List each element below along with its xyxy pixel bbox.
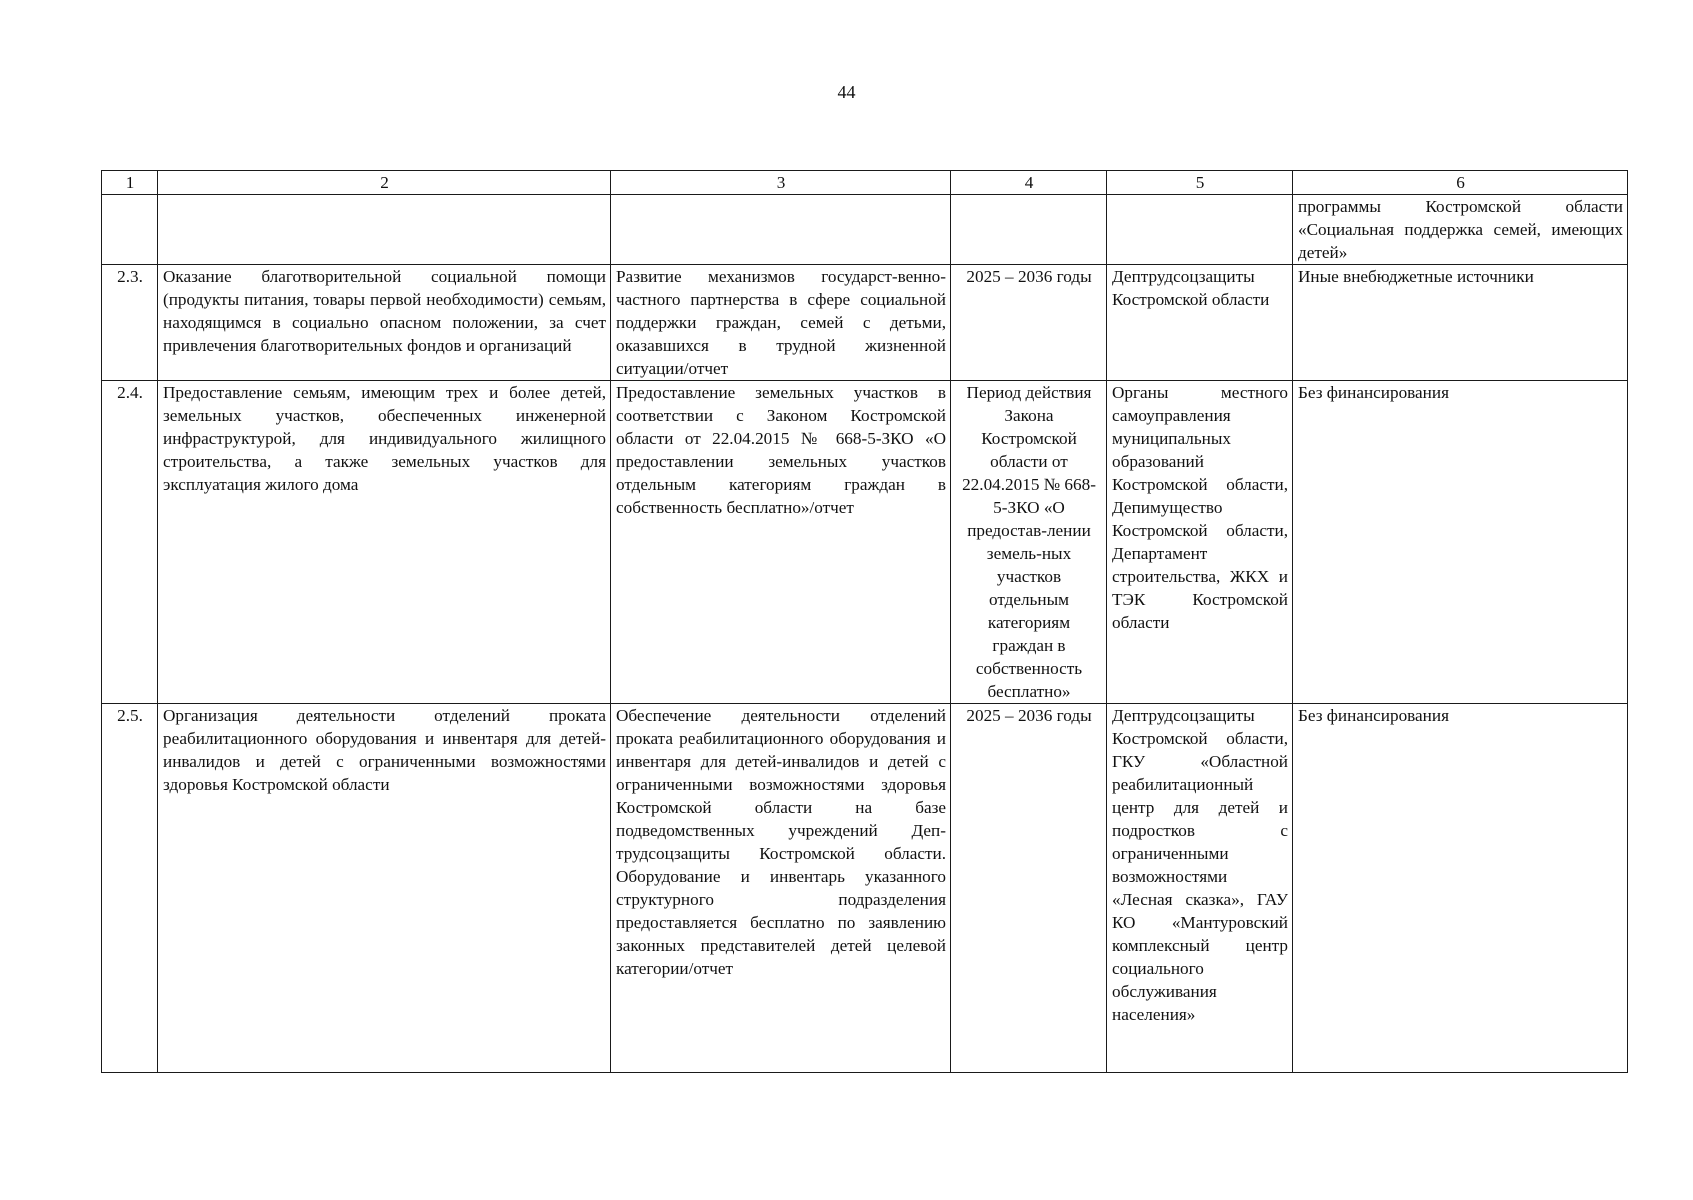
funding-cell-continuation: программы Костромской области «Социальная поддержка семей, имеющих детей» <box>1293 195 1628 265</box>
result-cell: Развитие механизмов государст-венно-частного партнерства в сфере социальной поддержки граждан, семей с детьми, оказавшихся в трудной жизненной ситуации/отчет <box>611 265 951 381</box>
event-cell: Оказание благотворительной социальной помощи (продукты питания, товары первой необходимости) семьям, находящимся в социально опасном положении, за счет привлечения благотворительных фондов и организаций <box>158 265 611 381</box>
executor-cell: Дептрудсоцзащиты Костромской области <box>1107 265 1293 381</box>
column-number-cell: 2 <box>158 171 611 195</box>
column-number-cell: 1 <box>102 171 158 195</box>
event-cell: Организация деятельности отделений проката реабилитационного оборудования и инвентаря для детей-инвалидов и детей с ограниченными возможностями здоровья Костромской области <box>158 704 611 1073</box>
event-cell: Предоставление семьям, имеющим трех и более детей, земельных участков, обеспеченных инженерной инфраструктурой, для индивидуального жилищного строительства, а также земельных участков для эксплуатация жилого дома <box>158 381 611 704</box>
column-number-cell: 4 <box>951 171 1107 195</box>
column-number-row <box>102 171 1628 195</box>
period-cell: 2025 – 2036 годы <box>951 704 1107 1073</box>
result-cell: Предоставление земельных участков в соответствии с Законом Костромской области от 22.04.2015 № 668-5-ЗКО «О предоставлении земельных участков отдельным категориям граждан в собственность бесплатно»/отчет <box>611 381 951 704</box>
measures-table <box>101 170 1628 1073</box>
column-number-cell: 6 <box>1293 171 1628 195</box>
empty-cell <box>1107 195 1293 265</box>
period-cell: Период действия Закона Костромской области от 22.04.2015 № 668-5-ЗКО «О предостав-лении земель-ных участков отдельным категориям граждан в собственность бесплатно» <box>951 381 1107 704</box>
row-number-cell: 2.5. <box>102 704 158 1073</box>
table-row <box>102 381 1628 704</box>
table-row <box>102 265 1628 381</box>
funding-cell: Без финансирования <box>1293 704 1628 1073</box>
result-cell: Обеспечение деятельности отделений проката реабилитационного оборудования и инвентаря для детей-инвалидов и детей с ограниченными возможностями здоровья Костромской области на базе подведомственных учреждений Дептрудсоцзащиты Костромской области. Оборудование и инвентарь указанного структурного подразделения предоставляется бесплатно по заявлению законных представителей детей целевой категории/отчет <box>611 704 951 1073</box>
executor-cell: Органы местного самоуправления муниципальных образований Костромской области, Депимущество Костромской области, Департамент строительства, ЖКХ и ТЭК Костромской области <box>1107 381 1293 704</box>
funding-cell: Иные внебюджетные источники <box>1293 265 1628 381</box>
period-cell: 2025 – 2036 годы <box>951 265 1107 381</box>
row-number-cell: 2.3. <box>102 265 158 381</box>
empty-cell <box>158 195 611 265</box>
empty-cell <box>951 195 1107 265</box>
row-number-cell: 2.4. <box>102 381 158 704</box>
column-number-cell: 3 <box>611 171 951 195</box>
continuation-row <box>102 195 1628 265</box>
table-row <box>102 704 1628 1073</box>
empty-cell <box>611 195 951 265</box>
page-number: 44 <box>837 82 856 102</box>
column-number-cell: 5 <box>1107 171 1293 195</box>
executor-cell: Дептрудсоцзащиты Костромской области, ГКУ «Областной реабилитационный центр для детей и подростков с ограниченными возможностями «Лесная сказка», ГАУ КО «Мантуровский комплексный центр социального обслуживания населения» <box>1107 704 1293 1073</box>
empty-cell <box>102 195 158 265</box>
funding-cell: Без финансирования <box>1293 381 1628 704</box>
